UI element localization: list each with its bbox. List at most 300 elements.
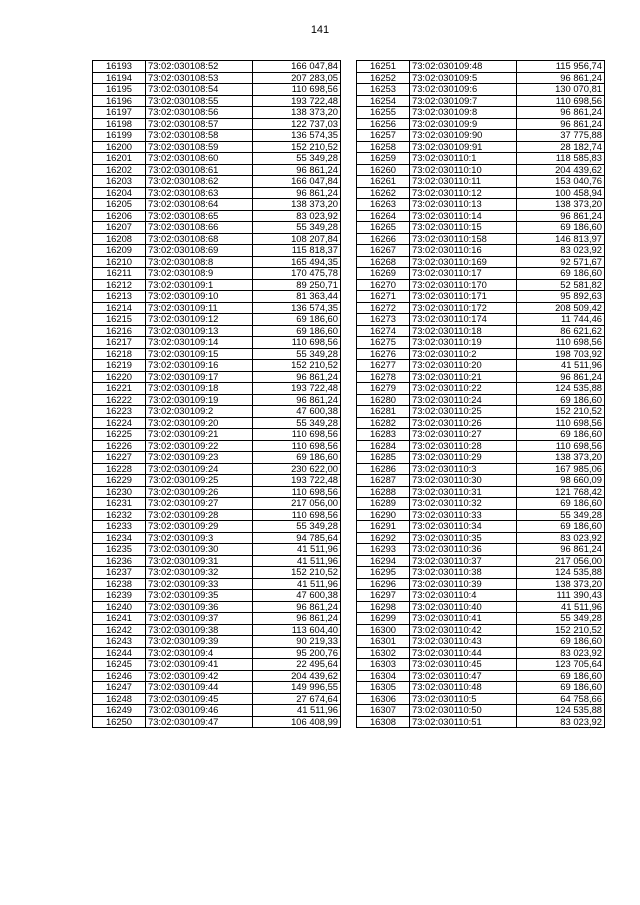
cadastral-value-cell: 124 535,88 (517, 567, 605, 579)
cadastral-value-cell: 165 494,35 (253, 256, 341, 268)
cadastral-number-cell: 73:02:030109:32 (146, 567, 253, 579)
cadastral-number-cell: 73:02:030109:23 (146, 452, 253, 464)
cadastral-value-cell: 69 186,60 (517, 394, 605, 406)
cadastral-number-cell: 73:02:030108:60 (146, 153, 253, 165)
cadastral-value-cell: 230 622,00 (253, 463, 341, 475)
row-number-cell: 16262 (357, 187, 410, 199)
table-row (93, 222, 341, 234)
cadastral-number-cell: 73:02:030108:55 (146, 95, 253, 107)
cadastral-value-cell: 123 705,64 (517, 659, 605, 671)
cadastral-number-cell: 73:02:030109:26 (146, 486, 253, 498)
cadastral-number-cell: 73:02:030109:90 (410, 130, 517, 142)
table-row (357, 153, 605, 165)
row-number-cell: 16220 (93, 371, 146, 383)
table-row (93, 440, 341, 452)
row-number-cell: 16259 (357, 153, 410, 165)
cadastral-number-cell: 73:02:030109:42 (146, 670, 253, 682)
row-number-cell: 16194 (93, 72, 146, 84)
row-number-cell: 16238 (93, 578, 146, 590)
row-number-cell: 16231 (93, 498, 146, 510)
cadastral-value-cell: 198 703,92 (517, 348, 605, 360)
table-row (93, 268, 341, 280)
cadastral-number-cell: 73:02:030109:31 (146, 555, 253, 567)
row-number-cell: 16273 (357, 314, 410, 326)
table-row (357, 682, 605, 694)
cadastral-number-cell: 73:02:030110:38 (410, 567, 517, 579)
table-row (93, 360, 341, 372)
cadastral-number-cell: 73:02:030108:8 (146, 256, 253, 268)
table-row (93, 544, 341, 556)
row-number-cell: 16275 (357, 337, 410, 349)
cadastral-number-cell: 73:02:030108:57 (146, 118, 253, 130)
cadastral-value-cell: 69 186,60 (253, 452, 341, 464)
cadastral-value-cell: 55 349,28 (253, 222, 341, 234)
row-number-cell: 16237 (93, 567, 146, 579)
cadastral-value-cell: 110 698,56 (253, 84, 341, 96)
table-row (93, 118, 341, 130)
table-row (93, 210, 341, 222)
table-row (357, 590, 605, 602)
row-number-cell: 16211 (93, 268, 146, 280)
row-number-cell: 16248 (93, 693, 146, 705)
table-row (93, 245, 341, 257)
table-row (357, 716, 605, 728)
row-number-cell: 16285 (357, 452, 410, 464)
row-number-cell: 16290 (357, 509, 410, 521)
cadastral-value-cell: 86 621,62 (517, 325, 605, 337)
table-row (357, 463, 605, 475)
row-number-cell: 16202 (93, 164, 146, 176)
cadastral-value-cell: 81 363,44 (253, 291, 341, 303)
cadastral-number-cell: 73:02:030109:6 (410, 84, 517, 96)
cadastral-number-cell: 73:02:030110:26 (410, 417, 517, 429)
table-row (357, 176, 605, 188)
row-number-cell: 16199 (93, 130, 146, 142)
row-number-cell: 16205 (93, 199, 146, 211)
row-number-cell: 16288 (357, 486, 410, 498)
cadastral-value-cell: 52 581,82 (517, 279, 605, 291)
cadastral-number-cell: 73:02:030109:18 (146, 383, 253, 395)
cadastral-number-cell: 73:02:030108:61 (146, 164, 253, 176)
cadastral-number-cell: 73:02:030110:11 (410, 176, 517, 188)
cadastral-number-cell: 73:02:030109:46 (146, 705, 253, 717)
table-row (93, 291, 341, 303)
cadastral-value-cell: 41 511,96 (517, 360, 605, 372)
table-row (357, 578, 605, 590)
cadastral-value-table-right (356, 60, 605, 728)
cadastral-value-cell: 41 511,96 (517, 601, 605, 613)
table-row (357, 440, 605, 452)
cadastral-number-cell: 73:02:030108:65 (146, 210, 253, 222)
cadastral-number-cell: 73:02:030110:45 (410, 659, 517, 671)
cadastral-value-cell: 47 600,38 (253, 590, 341, 602)
cadastral-value-cell: 110 698,56 (517, 440, 605, 452)
cadastral-value-cell: 55 349,28 (517, 509, 605, 521)
table-row (93, 302, 341, 314)
cadastral-number-cell: 73:02:030110:21 (410, 371, 517, 383)
row-number-cell: 16258 (357, 141, 410, 153)
cadastral-value-cell: 96 861,24 (517, 544, 605, 556)
table-row (357, 233, 605, 245)
table-row (357, 164, 605, 176)
table-row (357, 406, 605, 418)
table-row (93, 624, 341, 636)
cadastral-value-cell: 110 698,56 (253, 509, 341, 521)
table-row (93, 61, 341, 73)
cadastral-value-cell: 96 861,24 (517, 210, 605, 222)
row-number-cell: 16270 (357, 279, 410, 291)
cadastral-number-cell: 73:02:030109:47 (146, 716, 253, 728)
row-number-cell: 16246 (93, 670, 146, 682)
cadastral-value-cell: 122 737,03 (253, 118, 341, 130)
row-number-cell: 16263 (357, 199, 410, 211)
cadastral-number-cell: 73:02:030109:20 (146, 417, 253, 429)
cadastral-value-cell: 110 698,56 (517, 417, 605, 429)
table-row (357, 475, 605, 487)
table-row (357, 291, 605, 303)
cadastral-number-cell: 73:02:030110:27 (410, 429, 517, 441)
table-row (357, 130, 605, 142)
row-number-cell: 16241 (93, 613, 146, 625)
cadastral-value-cell: 83 023,92 (253, 210, 341, 222)
table-row (93, 314, 341, 326)
table-row (93, 521, 341, 533)
table-row (93, 141, 341, 153)
row-number-cell: 16193 (93, 61, 146, 73)
row-number-cell: 16274 (357, 325, 410, 337)
cadastral-number-cell: 73:02:030110:16 (410, 245, 517, 257)
cadastral-number-cell: 73:02:030110:36 (410, 544, 517, 556)
cadastral-number-cell: 73:02:030110:34 (410, 521, 517, 533)
table-row (93, 716, 341, 728)
row-number-cell: 16296 (357, 578, 410, 590)
cadastral-number-cell: 73:02:030110:39 (410, 578, 517, 590)
cadastral-number-cell: 73:02:030110:170 (410, 279, 517, 291)
cadastral-number-cell: 73:02:030109:3 (146, 532, 253, 544)
row-number-cell: 16292 (357, 532, 410, 544)
cadastral-number-cell: 73:02:030110:47 (410, 670, 517, 682)
cadastral-value-cell: 83 023,92 (517, 716, 605, 728)
cadastral-value-cell: 108 207,84 (253, 233, 341, 245)
cadastral-value-cell: 69 186,60 (253, 325, 341, 337)
cadastral-number-cell: 73:02:030110:169 (410, 256, 517, 268)
cadastral-number-cell: 73:02:030110:28 (410, 440, 517, 452)
row-number-cell: 16265 (357, 222, 410, 234)
cadastral-number-cell: 73:02:030109:4 (146, 647, 253, 659)
cadastral-number-cell: 73:02:030110:20 (410, 360, 517, 372)
row-number-cell: 16209 (93, 245, 146, 257)
cadastral-value-cell: 170 475,78 (253, 268, 341, 280)
cadastral-number-cell: 73:02:030109:5 (410, 72, 517, 84)
cadastral-number-cell: 73:02:030109:36 (146, 601, 253, 613)
row-number-cell: 16253 (357, 84, 410, 96)
cadastral-value-cell: 204 439,62 (517, 164, 605, 176)
table-row (93, 659, 341, 671)
table-row (357, 268, 605, 280)
cadastral-number-cell: 73:02:030110:37 (410, 555, 517, 567)
cadastral-value-cell: 193 722,48 (253, 95, 341, 107)
cadastral-number-cell: 73:02:030108:63 (146, 187, 253, 199)
row-number-cell: 16302 (357, 647, 410, 659)
cadastral-number-cell: 73:02:030109:11 (146, 302, 253, 314)
cadastral-value-cell: 69 186,60 (517, 222, 605, 234)
cadastral-value-cell: 90 219,33 (253, 636, 341, 648)
table-row (93, 95, 341, 107)
cadastral-number-cell: 73:02:030110:158 (410, 233, 517, 245)
row-number-cell: 16291 (357, 521, 410, 533)
row-number-cell: 16216 (93, 325, 146, 337)
table-row (357, 544, 605, 556)
row-number-cell: 16245 (93, 659, 146, 671)
cadastral-value-cell: 138 373,20 (253, 107, 341, 119)
cadastral-value-cell: 69 186,60 (517, 682, 605, 694)
row-number-cell: 16308 (357, 716, 410, 728)
table-row (357, 417, 605, 429)
cadastral-value-cell: 130 070,81 (517, 84, 605, 96)
table-row (357, 670, 605, 682)
table-row (93, 107, 341, 119)
row-number-cell: 16278 (357, 371, 410, 383)
cadastral-value-cell: 41 511,96 (253, 705, 341, 717)
table-row (357, 314, 605, 326)
row-number-cell: 16208 (93, 233, 146, 245)
row-number-cell: 16233 (93, 521, 146, 533)
row-number-cell: 16266 (357, 233, 410, 245)
row-number-cell: 16240 (93, 601, 146, 613)
table-row (93, 636, 341, 648)
cadastral-value-cell: 146 813,97 (517, 233, 605, 245)
table-row (93, 371, 341, 383)
cadastral-number-cell: 73:02:030110:17 (410, 268, 517, 280)
cadastral-value-cell: 96 861,24 (253, 187, 341, 199)
table-row (93, 233, 341, 245)
cadastral-value-cell: 111 390,43 (517, 590, 605, 602)
row-number-cell: 16244 (93, 647, 146, 659)
row-number-cell: 16271 (357, 291, 410, 303)
cadastral-value-cell: 96 861,24 (253, 601, 341, 613)
row-number-cell: 16298 (357, 601, 410, 613)
cadastral-number-cell: 73:02:030108:62 (146, 176, 253, 188)
cadastral-number-cell: 73:02:030109:38 (146, 624, 253, 636)
row-number-cell: 16201 (93, 153, 146, 165)
cadastral-value-cell: 138 373,20 (517, 199, 605, 211)
cadastral-number-cell: 73:02:030109:45 (146, 693, 253, 705)
table-row (357, 394, 605, 406)
cadastral-number-cell: 73:02:030109:44 (146, 682, 253, 694)
cadastral-number-cell: 73:02:030110:18 (410, 325, 517, 337)
cadastral-number-cell: 73:02:030109:8 (410, 107, 517, 119)
row-number-cell: 16283 (357, 429, 410, 441)
table-row (357, 693, 605, 705)
row-number-cell: 16252 (357, 72, 410, 84)
table-row (93, 429, 341, 441)
cadastral-number-cell: 73:02:030109:28 (146, 509, 253, 521)
cadastral-value-cell: 106 408,99 (253, 716, 341, 728)
cadastral-number-cell: 73:02:030110:15 (410, 222, 517, 234)
cadastral-value-cell: 110 698,56 (253, 486, 341, 498)
cadastral-number-cell: 73:02:030110:41 (410, 613, 517, 625)
cadastral-value-cell: 152 210,52 (253, 360, 341, 372)
cadastral-number-cell: 73:02:030109:27 (146, 498, 253, 510)
cadastral-value-cell: 95 200,76 (253, 647, 341, 659)
cadastral-value-cell: 69 186,60 (517, 521, 605, 533)
row-number-cell: 16293 (357, 544, 410, 556)
cadastral-number-cell: 73:02:030109:35 (146, 590, 253, 602)
cadastral-number-cell: 73:02:030110:22 (410, 383, 517, 395)
table-row (93, 84, 341, 96)
row-number-cell: 16236 (93, 555, 146, 567)
row-number-cell: 16195 (93, 84, 146, 96)
cadastral-number-cell: 73:02:030109:48 (410, 61, 517, 73)
row-number-cell: 16254 (357, 95, 410, 107)
cadastral-value-cell: 110 698,56 (253, 440, 341, 452)
row-number-cell: 16207 (93, 222, 146, 234)
table-row (93, 475, 341, 487)
cadastral-value-cell: 96 861,24 (517, 72, 605, 84)
cadastral-number-cell: 73:02:030110:33 (410, 509, 517, 521)
table-row (357, 256, 605, 268)
table-row (357, 302, 605, 314)
cadastral-number-cell: 73:02:030109:16 (146, 360, 253, 372)
table-row (93, 417, 341, 429)
table-row (357, 360, 605, 372)
row-number-cell: 16198 (93, 118, 146, 130)
cadastral-number-cell: 73:02:030110:2 (410, 348, 517, 360)
row-number-cell: 16215 (93, 314, 146, 326)
table-row (357, 383, 605, 395)
cadastral-number-cell: 73:02:030108:53 (146, 72, 253, 84)
cadastral-number-cell: 73:02:030108:56 (146, 107, 253, 119)
cadastral-number-cell: 73:02:030110:35 (410, 532, 517, 544)
table-row (93, 72, 341, 84)
cadastral-value-cell: 83 023,92 (517, 245, 605, 257)
row-number-cell: 16267 (357, 245, 410, 257)
table-row (93, 567, 341, 579)
cadastral-value-cell: 55 349,28 (253, 521, 341, 533)
table-row (93, 682, 341, 694)
table-row (357, 84, 605, 96)
table-row (357, 567, 605, 579)
cadastral-value-cell: 11 744,46 (517, 314, 605, 326)
table-row (93, 325, 341, 337)
cadastral-value-cell: 136 574,35 (253, 302, 341, 314)
cadastral-value-cell: 204 439,62 (253, 670, 341, 682)
row-number-cell: 16210 (93, 256, 146, 268)
cadastral-number-cell: 73:02:030110:48 (410, 682, 517, 694)
cadastral-number-cell: 73:02:030109:25 (146, 475, 253, 487)
cadastral-value-cell: 121 768,42 (517, 486, 605, 498)
cadastral-number-cell: 73:02:030110:43 (410, 636, 517, 648)
cadastral-number-cell: 73:02:030110:10 (410, 164, 517, 176)
cadastral-value-cell: 149 996,55 (253, 682, 341, 694)
cadastral-number-cell: 73:02:030109:24 (146, 463, 253, 475)
table-row (357, 624, 605, 636)
cadastral-value-cell: 110 698,56 (253, 337, 341, 349)
table-row (93, 578, 341, 590)
cadastral-number-cell: 73:02:030110:44 (410, 647, 517, 659)
row-number-cell: 16300 (357, 624, 410, 636)
cadastral-number-cell: 73:02:030109:37 (146, 613, 253, 625)
table-row (93, 601, 341, 613)
cadastral-number-cell: 73:02:030109:2 (146, 406, 253, 418)
row-number-cell: 16281 (357, 406, 410, 418)
row-number-cell: 16255 (357, 107, 410, 119)
table-row (93, 176, 341, 188)
cadastral-value-cell: 152 210,52 (517, 406, 605, 418)
cadastral-value-cell: 47 600,38 (253, 406, 341, 418)
table-row (357, 613, 605, 625)
cadastral-value-cell: 92 571,67 (517, 256, 605, 268)
cadastral-value-cell: 217 056,00 (517, 555, 605, 567)
cadastral-value-cell: 96 861,24 (517, 118, 605, 130)
cadastral-number-cell: 73:02:030109:14 (146, 337, 253, 349)
cadastral-number-cell: 73:02:030110:19 (410, 337, 517, 349)
row-number-cell: 16286 (357, 463, 410, 475)
table-row (93, 337, 341, 349)
table-row (93, 394, 341, 406)
row-number-cell: 16260 (357, 164, 410, 176)
row-number-cell: 16280 (357, 394, 410, 406)
table-row (357, 371, 605, 383)
cadastral-number-cell: 73:02:030109:21 (146, 429, 253, 441)
cadastral-value-cell: 96 861,24 (517, 107, 605, 119)
row-number-cell: 16250 (93, 716, 146, 728)
cadastral-number-cell: 73:02:030109:12 (146, 314, 253, 326)
row-number-cell: 16196 (93, 95, 146, 107)
cadastral-number-cell: 73:02:030108:68 (146, 233, 253, 245)
table-row (93, 555, 341, 567)
table-row (357, 199, 605, 211)
cadastral-number-cell: 73:02:030110:50 (410, 705, 517, 717)
table-row (93, 486, 341, 498)
table-row (93, 256, 341, 268)
cadastral-value-cell: 69 186,60 (253, 314, 341, 326)
cadastral-value-cell: 37 775,88 (517, 130, 605, 142)
cadastral-value-cell: 217 056,00 (253, 498, 341, 510)
row-number-cell: 16218 (93, 348, 146, 360)
row-number-cell: 16224 (93, 417, 146, 429)
table-row (93, 498, 341, 510)
cadastral-number-cell: 73:02:030110:51 (410, 716, 517, 728)
cadastral-number-cell: 73:02:030108:52 (146, 61, 253, 73)
row-number-cell: 16234 (93, 532, 146, 544)
table-row (357, 107, 605, 119)
cadastral-number-cell: 73:02:030110:5 (410, 693, 517, 705)
row-number-cell: 16297 (357, 590, 410, 602)
cadastral-number-cell: 73:02:030109:15 (146, 348, 253, 360)
row-number-cell: 16249 (93, 705, 146, 717)
table-row (93, 647, 341, 659)
row-number-cell: 16269 (357, 268, 410, 280)
table-row (93, 348, 341, 360)
cadastral-number-cell: 73:02:030110:31 (410, 486, 517, 498)
table-row (357, 279, 605, 291)
table-row (357, 95, 605, 107)
table-row (93, 383, 341, 395)
cadastral-value-cell: 69 186,60 (517, 498, 605, 510)
cadastral-value-cell: 64 758,66 (517, 693, 605, 705)
cadastral-value-cell: 69 186,60 (517, 268, 605, 280)
cadastral-value-cell: 138 373,20 (253, 199, 341, 211)
cadastral-number-cell: 73:02:030110:32 (410, 498, 517, 510)
cadastral-number-cell: 73:02:030110:1 (410, 153, 517, 165)
cadastral-value-cell: 95 892,63 (517, 291, 605, 303)
row-number-cell: 16277 (357, 360, 410, 372)
cadastral-value-cell: 138 373,20 (517, 452, 605, 464)
cadastral-value-cell: 193 722,48 (253, 383, 341, 395)
row-number-cell: 16200 (93, 141, 146, 153)
table-row (93, 406, 341, 418)
